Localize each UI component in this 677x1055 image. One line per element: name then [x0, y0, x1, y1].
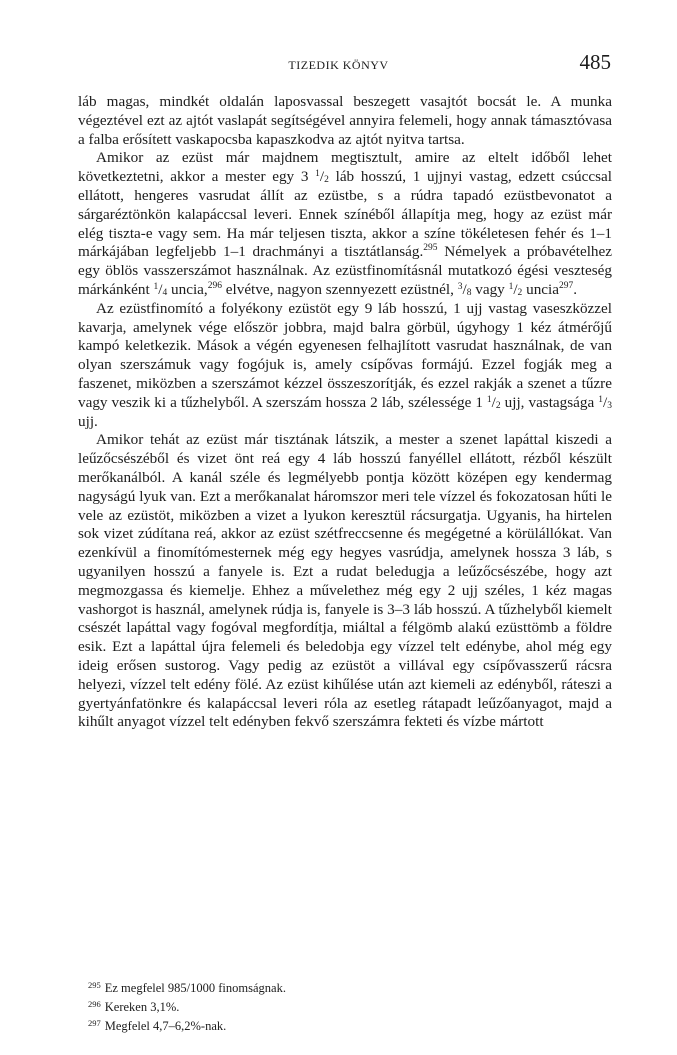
- fraction: $^3/_8$: [457, 280, 472, 298]
- text-run: uncia,: [167, 280, 208, 298]
- fraction-denominator: 3: [607, 400, 612, 411]
- text-run: vagy: [471, 280, 509, 298]
- paragraph-silver-testing: [78, 149, 612, 299]
- footnote-text: Megfelel 4,7–6,2%-nak.: [104, 1019, 227, 1033]
- paragraph-stirring-tools: [78, 300, 612, 432]
- footnotes: [88, 977, 588, 1034]
- fraction-numerator: 1: [598, 394, 603, 405]
- fraction-denominator: 4: [162, 287, 168, 298]
- footnote-number: 296: [88, 999, 101, 1009]
- text-run: elvétve, nagyon szennyezett ezüstnél,: [221, 280, 458, 298]
- footnote-295: [88, 977, 588, 996]
- fraction: $^1/_3$: [598, 393, 612, 411]
- fraction-numerator: 1: [508, 281, 514, 292]
- fraction-numerator: 1: [315, 169, 320, 180]
- fraction: $^1/_4$: [153, 280, 168, 298]
- fraction-numerator: 1: [153, 281, 159, 292]
- body-text: [78, 93, 612, 732]
- fraction-denominator: 2: [495, 400, 501, 411]
- footnote-reference[interactable]: 297: [558, 280, 574, 291]
- footnote-text: Ez megfelel 985/1000 finomságnak.: [104, 981, 286, 995]
- text-run: Az ezüstfinomító a folyékony ezüstöt egy 9 láb hosszú, 1 ujj vastag vaseszközzel kavarja, amelynek vége először jobbra, majd balra görbül, úgyhogy 1 kéz átmérőjű kampó keletkezik. Mások a végén egyenesen felhajlított vasrudat használnak, de van olyan szerszámuk vagy fogójuk is, amely csípővas formájú. Ezzel fogják meg a faszenet, miközben a szerszámot kézzel összeszorítják, és ezzel rakják a szenet a tűzre vagy veszik ki a tűzhelyből. A szerszám hossza 2 láb, szélessége 1: [78, 299, 612, 411]
- fraction: $^1/_2$: [315, 168, 329, 186]
- text-run: láb hosszú, 1 ujjnyi vastag, edzett csúccsal ellátott, hengeres vasrudat állít az ezüstbe, s a rúdra tapadó ezüstbevonatot a sárgaréztönkön kalapáccsal leveri. Ennek színéből állapítja meg, hogy az ezüst már elég tiszta-e vagy sem. Ha már teljesen tiszta, akkor a színe tökéletesen fehér és 1–1 márkájában legfeljebb 1–1 drachmányi a tisztátlanság.: [78, 168, 612, 261]
- page-number: 485: [579, 50, 611, 74]
- footnote-296: [88, 996, 588, 1015]
- text-run: ujj.: [78, 412, 98, 430]
- footnote-297: [88, 1015, 588, 1034]
- text-run: Némelyek a próbavételhez egy öblös vasszerszámot használnak. Az ezüstfinomításnál mutatkozó égési veszteség márkánként: [78, 243, 612, 298]
- footnote-reference[interactable]: 295: [423, 243, 438, 254]
- text-run: .: [573, 280, 578, 298]
- paragraph-continued: láb magas, mindkét oldalán laposvassal beszegett vasajtót bocsát le. A munka végeztével ezt az ajtót vaslapát segítségével annyira felemeli, hogy annak támasztóvasa a falba erősített vaskapocsba kapaszkodva az ajtót nyitva tartsa.: [78, 93, 612, 148]
- fraction-denominator: 2: [324, 175, 329, 186]
- footnote-number: 297: [88, 1018, 101, 1028]
- fraction: $^1/_2$: [486, 393, 501, 411]
- footnote-number: 295: [88, 980, 101, 990]
- text-run: ujj, vastagsága: [500, 393, 599, 411]
- fraction: $^1/_2$: [508, 280, 523, 298]
- paragraph-cooling-silver: Amikor tehát az ezüst már tisztának látszik, a mester a szenet lapáttal kiszedi a leűzőcsészéből és vizet önt reá egy 4 láb hosszú fanyéllel ellátott, rézből készült merőkanálból. A kanál széle és legmélyebb pontja között középen egy kendermag nagyságú lyuk van. Ezt a merőkanalat háromszor meri tele vízzel és fokozatosan hűti le vele az ezüstöt, miközben a vizet a lyukon keresztül rácsurgatja. Ugyanis, ha hirtelen sok vizet zúdítana reá, akkor az ezüst szétfreccsenne és megégetné a körülállókat. Van ezenkívül a finomítómesternek még egy hegyes vasrúdja, amelynek hossza 3 láb, s ugyanilyen hosszú a fanyele is. Ezt a rudat beledugja a leűzőcsészébe, hogy azt megmozgassa és kiemelje. Ehhez a művelethez még egy 2 ujj széles, 1 kéz magas vashorgot is használ, amelynek rúdja is, fanyele is 3–3 láb hosszú. A tűzhelyből kiemelt csészét lapáttal vagy fogóval megfordítja, miáltal a félgömb alakú ezüsttömb a földre esik. Ezt a lapáttal újra felemeli és beledobja egy vízzel telt edénybe, ahol még egy ideig erősen sustorog. Vagy pedig az ezüstöt a villával egy csípővasszerű rácsra helyezi, vízzel telt edény fölé. Az ezüst kihűlése után azt kiemeli az edényből, ráteszi a gyertyánfatönkre és kalapáccsal leveri róla az esetleg rátapadt leűzőanyagot, majd a kihűlt anyagot vízzel telt edényben fekvő szerszámra fekteti és vízbe mártott: [78, 431, 612, 731]
- footnote-reference[interactable]: 296: [207, 280, 222, 291]
- fraction-numerator: 1: [486, 394, 492, 405]
- fraction-denominator: 8: [466, 287, 472, 298]
- text-run: uncia: [522, 280, 559, 298]
- running-head: TIZEDIK KÖNYV: [288, 58, 389, 72]
- footnote-text: Kereken 3,1%.: [104, 1000, 180, 1014]
- fraction-numerator: 3: [457, 281, 463, 292]
- text-run: Amikor az ezüst már majdnem megtisztult, amire az eltelt időből lehet következtetni, akkor a mester egy 3: [78, 149, 612, 186]
- fraction-denominator: 2: [517, 287, 523, 298]
